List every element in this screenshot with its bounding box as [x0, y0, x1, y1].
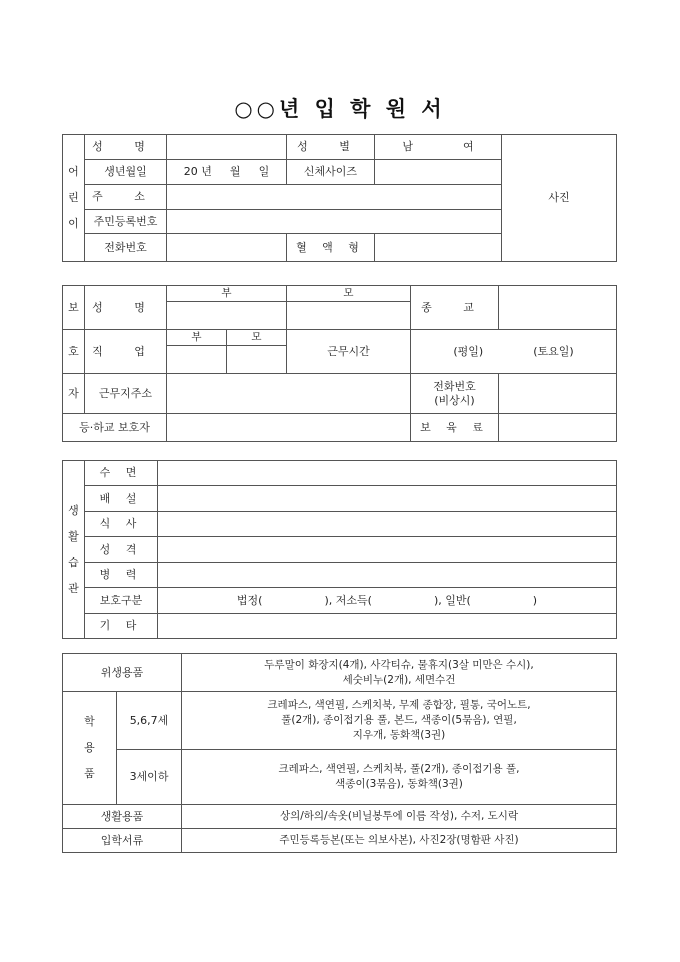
emergency-phone-field[interactable] [499, 374, 617, 414]
child-phone-field[interactable] [167, 234, 287, 262]
child-group-label: 어 린 이 [63, 135, 85, 262]
work-address-field[interactable] [167, 374, 411, 414]
daily-supplies-items: 상의/하의/속옷(비닐봉투에 이름 작성), 수저, 도시락 [182, 805, 617, 829]
name-mother-header: 모 [287, 286, 411, 302]
supplies-table [62, 653, 617, 853]
id-number-label: 주민등록번호 [85, 210, 167, 234]
job-mother-header: 모 [227, 330, 287, 346]
excretion-label: 배 설 [85, 486, 158, 512]
child-gender-field[interactable] [375, 135, 502, 160]
father-job-field[interactable] [167, 346, 227, 374]
child-name-field[interactable] [167, 135, 287, 160]
job-label: 직 업 [85, 330, 167, 374]
class-legal: 법정( [236, 593, 263, 607]
childcare-fee-field[interactable] [499, 414, 617, 442]
guardian-group-top: 보 [63, 286, 85, 330]
pickup-guardian-label: 등·하교 보호자 [63, 414, 167, 442]
gender-male: 남 [402, 140, 413, 153]
work-hours-label: 근무시간 [287, 330, 411, 374]
childcare-fee-label: 보 육 료 [411, 414, 499, 442]
medical-history-label: 병 력 [85, 563, 158, 588]
photo-box: 사진 [502, 135, 617, 262]
class-low-income: ), 저소득( [324, 593, 372, 607]
weekday-label: (평일) [453, 344, 484, 358]
job-father-header: 부 [167, 330, 227, 346]
body-size-field[interactable] [375, 160, 502, 185]
guardian-name-label: 성 명 [85, 286, 167, 330]
medical-history-field[interactable] [158, 563, 617, 588]
name-father-header: 부 [167, 286, 287, 302]
birth-year: 20 년 [183, 165, 212, 178]
blood-type-label: 혈 액 형 [287, 234, 375, 262]
admission-docs-label: 입학서류 [63, 829, 182, 853]
gender-female: 여 [463, 140, 474, 153]
mother-name-field[interactable] [287, 302, 411, 330]
birth-field[interactable] [167, 160, 287, 185]
protection-class-field[interactable] [158, 588, 617, 614]
admission-docs-items: 주민등록등본(또는 의보사본), 사진2장(명함판 사진) [182, 829, 617, 853]
page-title: ○○년 입 학 원 서 [234, 97, 446, 121]
body-size-label: 신체사이즈 [287, 160, 375, 185]
guardian-info-table [62, 285, 617, 442]
hygiene-items: 두루말이 화장지(4개), 사각티슈, 물휴지(3살 미만은 수시), 세숫비누(2개), 세면수건 [182, 654, 617, 692]
religion-label: 종 교 [411, 286, 499, 330]
id-number-field[interactable] [167, 210, 502, 234]
protection-class-label: 보호구분 [85, 588, 158, 614]
pickup-guardian-field[interactable] [167, 414, 411, 442]
work-hours-field[interactable] [411, 330, 617, 374]
etc-field[interactable] [158, 614, 617, 639]
work-address-label: 근무지주소 [85, 374, 167, 414]
daily-supplies-label: 생활용품 [63, 805, 182, 829]
child-phone-label: 전화번호 [85, 234, 167, 262]
sleep-label: 수 면 [85, 461, 158, 486]
excretion-field[interactable] [158, 486, 617, 512]
age-3-label: 3세이하 [117, 750, 182, 805]
hygiene-label: 위생용품 [63, 654, 182, 692]
birth-label: 생년월일 [85, 160, 167, 185]
child-info-table [62, 134, 617, 262]
religion-field[interactable] [499, 286, 617, 330]
habits-table [62, 460, 617, 639]
guardian-group-mid: 호 [63, 330, 85, 374]
habits-group-label: 생 활 습 관 [63, 461, 85, 639]
study-supplies-group: 학 용 품 [63, 692, 117, 805]
age-567-items: 크레파스, 색연필, 스케치북, 무제 종합장, 필통, 국어노트, 풀(2개), 종이접기용 풀, 본드, 색종이(5묶음), 연필, 지우개, 동화책(3권) [182, 692, 617, 750]
saturday-label: (토요일) [533, 344, 574, 358]
guardian-group-bottom: 자 [63, 374, 85, 414]
birth-day: 일 [258, 165, 270, 178]
address-field[interactable] [167, 185, 502, 210]
emergency-phone-label: 전화번호 (비상시) [411, 374, 499, 414]
father-name-field[interactable] [167, 302, 287, 330]
child-name-label: 성 명 [85, 135, 167, 160]
birth-month: 월 [229, 165, 241, 178]
mother-job-field[interactable] [227, 346, 287, 374]
personality-field[interactable] [158, 537, 617, 563]
sleep-field[interactable] [158, 461, 617, 486]
etc-label: 기 타 [85, 614, 158, 639]
blood-type-field[interactable] [375, 234, 502, 262]
age-3-items: 크레파스, 색연필, 스케치북, 풀(2개), 종이접기용 풀, 색종이(3묶음), 동화책(3권) [182, 750, 617, 805]
address-label: 주 소 [85, 185, 167, 210]
class-general: ), 일반( [433, 593, 471, 607]
class-end: ) [532, 593, 538, 607]
age-567-label: 5,6,7세 [117, 692, 182, 750]
child-gender-label: 성 별 [287, 135, 375, 160]
meal-field[interactable] [158, 512, 617, 537]
meal-label: 식 사 [85, 512, 158, 537]
personality-label: 성 격 [85, 537, 158, 563]
